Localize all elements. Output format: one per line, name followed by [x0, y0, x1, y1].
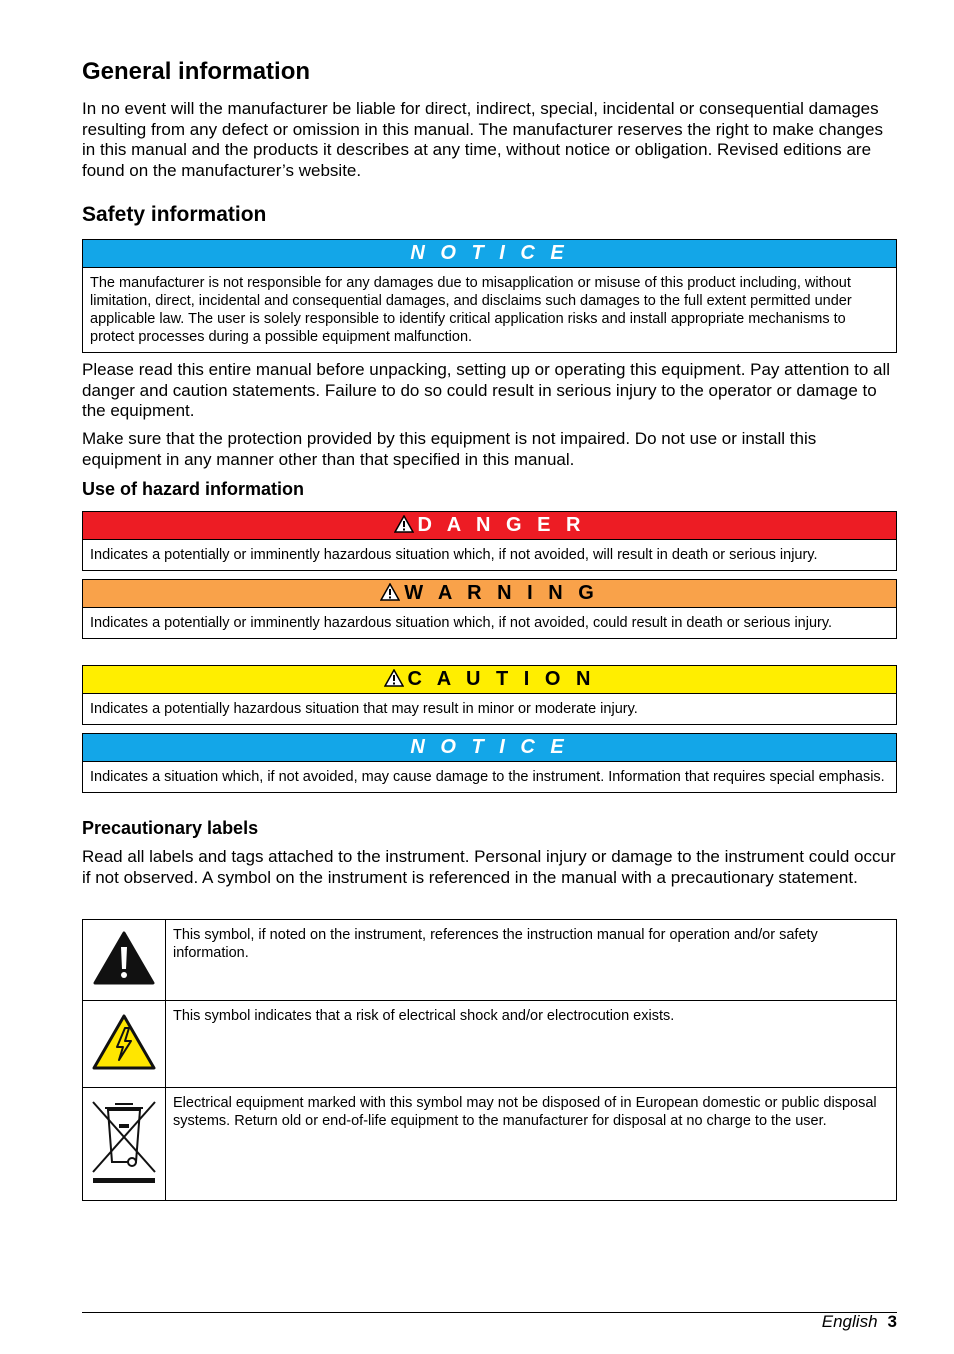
hazard-heading: Use of hazard information — [82, 479, 305, 499]
warning-box — [82, 579, 897, 639]
safety-notice-box — [82, 239, 897, 353]
caution-header — [83, 666, 896, 694]
warning-triangle-icon — [384, 669, 404, 687]
footer-language: English — [821, 1312, 878, 1331]
intro-paragraph: In no event will the manufacturer be liable for direct, indirect, special, incidental or consequential damages resulting from any defect or omission in this manual. The manufacturer reserves the right to make changes in this manual and the products it describes at any time, without notice or obligation. Revised editions are found on the manufacturer’s website. — [82, 99, 883, 180]
label-description: This symbol indicates that a risk of electrical shock and/or electrocution exists. — [166, 1001, 897, 1088]
table-row — [83, 1088, 897, 1201]
precautionary-paragraph: Read all labels and tags attached to the instrument. Personal injury or damage to the instrument could occur if not observed. A symbol on the instrument is referenced in the manual with a precautionary statement. — [82, 847, 896, 887]
warning-label: W A R N I N G — [404, 582, 599, 604]
footer — [822, 1312, 897, 1332]
notice-text: Indicates a situation which, if not avoided, may cause damage to the instrument. Information that requires special emphasis. — [90, 769, 885, 785]
symbol-cell — [83, 1088, 166, 1201]
danger-box — [82, 511, 897, 571]
symbol-cell — [83, 920, 166, 1001]
table-row — [83, 1001, 897, 1088]
weee-crossed-bin-icon — [91, 1100, 157, 1184]
notice-text: The manufacturer is not responsible for any damages due to misapplication or misuse of this product including, without limitation, direct, incidental and consequential damages, and disclaims such damages to the full extent permitted under applicable law. The user is solely responsible to identify critical application risks and install appropriate mechanisms to protect processes during a possible equipment malfunction. — [90, 275, 852, 345]
notice-header: N O T I C E — [83, 240, 896, 268]
label-description: This symbol, if noted on the instrument, references the instruction manual for operation and/or safety information. — [166, 920, 897, 1001]
warning-header — [83, 580, 896, 608]
table-row — [83, 920, 897, 1001]
warning-triangle-icon — [394, 515, 414, 533]
caution-box — [82, 665, 897, 725]
exclamation-triangle-icon — [93, 931, 155, 985]
caution-text: Indicates a potentially hazardous situation that may result in minor or moderate injury. — [90, 701, 638, 717]
danger-header — [83, 512, 896, 540]
warning-triangle-icon — [380, 583, 400, 601]
notice-header: N O T I C E — [83, 734, 896, 762]
warning-text: Indicates a potentially or imminently hazardous situation which, if not avoided, could result in death or serious injury. — [90, 615, 833, 631]
safety-heading: Safety information — [82, 203, 267, 226]
symbol-cell — [83, 1001, 166, 1088]
page-title: General information — [82, 58, 311, 85]
danger-text: Indicates a potentially or imminently hazardous situation which, if not avoided, will result in death or serious injury. — [90, 547, 818, 563]
precautionary-labels-table — [82, 919, 897, 1201]
page-number: 3 — [887, 1312, 897, 1331]
footer-divider — [82, 1312, 897, 1313]
precautionary-heading: Precautionary labels — [82, 818, 259, 838]
label-description: Electrical equipment marked with this symbol may not be disposed of in European domestic or public disposal systems. Return old or end-of-life equipment to the manufacturer for disposal at no charge to the user. — [166, 1088, 897, 1201]
electrical-shock-icon — [92, 1014, 156, 1070]
safety-paragraph-2: Make sure that the protection provided by this equipment is not impaired. Do not use or install this equipment in any manner other than that specified in this manual. — [82, 429, 817, 469]
hazard-notice-box — [82, 733, 897, 793]
danger-label: D A N G E R — [417, 514, 586, 536]
safety-paragraph-1: Please read this entire manual before unpacking, setting up or operating this equipment. Pay attention to all danger and caution statements. Failure to do so could result in serious injury to the operator or damage to the equipment. — [82, 360, 891, 420]
caution-label: C A U T I O N — [407, 668, 596, 690]
